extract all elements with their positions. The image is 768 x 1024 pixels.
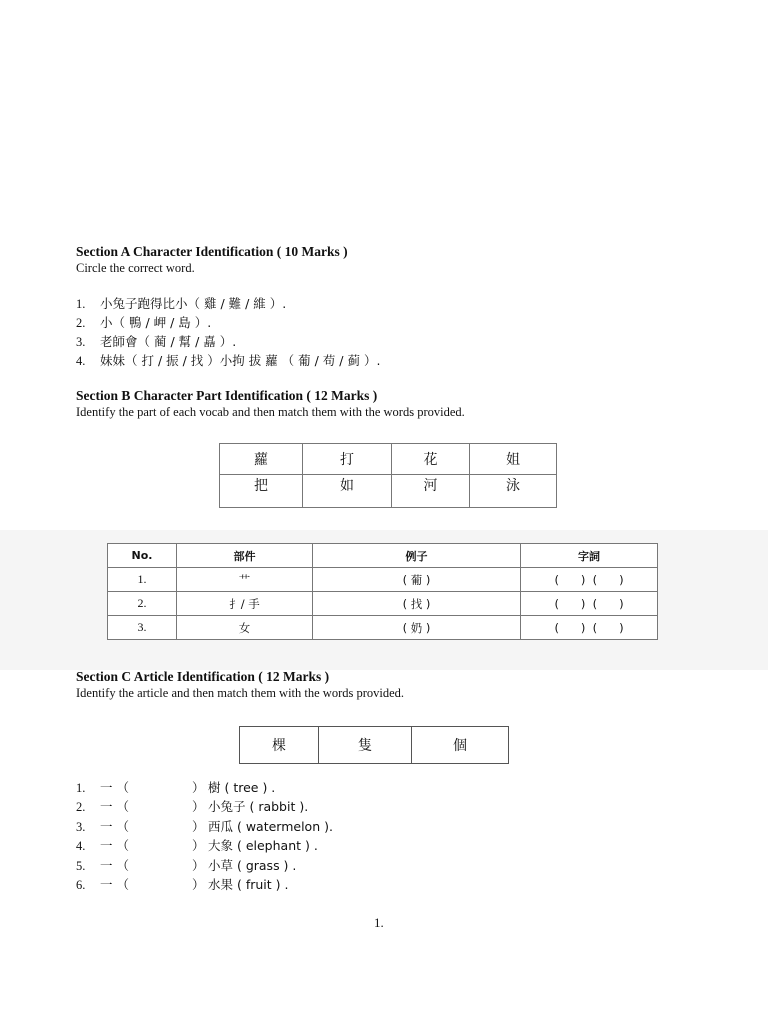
- question-text: 小兔子 ( rabbit ).: [208, 799, 309, 814]
- answer-blank-close: ）: [192, 819, 205, 834]
- example-cell: ( 葡 ): [313, 568, 521, 592]
- question-number: 3.: [76, 820, 86, 834]
- question-text: 西瓜 ( watermelon ).: [208, 819, 333, 834]
- example-cell: ( 奶 ): [313, 616, 521, 640]
- question-number: 6.: [76, 878, 86, 892]
- row-number: 2.: [108, 592, 177, 616]
- character-part-table: [107, 543, 658, 640]
- section-a-question-3: [76, 332, 236, 350]
- answer-blank-close: ）: [192, 877, 205, 892]
- question-number: 4.: [76, 839, 86, 853]
- article-word-table: [239, 726, 509, 764]
- answer-blank-open[interactable]: 一 （: [100, 819, 129, 834]
- section-b-title: Section B Character Part Identification ( 12 Marks ): [76, 388, 378, 403]
- question-text: 老師會（ 蔺 / 幫 / 嚞 ）.: [100, 334, 237, 349]
- word-cell: 如: [303, 475, 392, 508]
- question-number: 2.: [76, 800, 86, 814]
- section-c-title: Section C Article Identification ( 12 Marks ): [76, 669, 330, 684]
- question-text: 水果 ( fruit ) .: [208, 877, 289, 892]
- answer-blank-close: ）: [192, 780, 205, 795]
- answer-blank-close: ）: [192, 799, 205, 814]
- section-c-question-6: [76, 875, 288, 894]
- section-a-question-2: [76, 313, 211, 331]
- column-header: No.: [108, 544, 177, 568]
- part-cell: 扌/ 手: [177, 592, 313, 616]
- section-c-question-5: [76, 856, 296, 875]
- section-c-question-2: [76, 797, 308, 816]
- word-cell: 河: [392, 475, 470, 508]
- word-cell: 泳: [470, 475, 557, 508]
- section-b-instruction: Identify the part of each vocab and then match them with the words provided.: [76, 405, 465, 419]
- answer-blanks[interactable]: ( ) ( ): [521, 616, 658, 640]
- question-text: 小草 ( grass ) .: [208, 858, 297, 873]
- question-number: 1.: [76, 781, 86, 795]
- example-cell: ( 找 ): [313, 592, 521, 616]
- question-number: 1.: [76, 297, 86, 311]
- table-row: [108, 616, 658, 640]
- answer-blanks[interactable]: ( ) ( ): [521, 592, 658, 616]
- word-bank-table: [219, 443, 557, 508]
- part-cell: 女: [177, 616, 313, 640]
- answer-blank-open[interactable]: 一 （: [100, 799, 129, 814]
- question-number: 4.: [76, 354, 86, 368]
- section-c-question-4: [76, 836, 318, 855]
- question-number: 2.: [76, 316, 86, 330]
- question-text: 小（ 鴨 / 岬 / 島 ）.: [100, 315, 212, 330]
- answer-blank-open[interactable]: 一 （: [100, 838, 129, 853]
- answer-blank-close: ）: [192, 838, 205, 853]
- column-header: 字詞: [521, 544, 658, 568]
- section-c-instruction: Identify the article and then match them with the words provided.: [76, 686, 405, 700]
- word-cell: 打: [303, 444, 392, 475]
- question-text: 大象 ( elephant ) .: [208, 838, 318, 853]
- table-header-row: [108, 544, 658, 568]
- column-header: 部件: [177, 544, 313, 568]
- column-header: 例子: [313, 544, 521, 568]
- answer-blank-open[interactable]: 一 （: [100, 877, 129, 892]
- table-row: [108, 592, 658, 616]
- article-word-cell: 個: [412, 727, 509, 764]
- word-cell: 蘿: [220, 444, 303, 475]
- question-text: 小兔子跑得比小（ 雞 / 難 / 維 ）.: [100, 296, 287, 311]
- section-c-question-1: [76, 778, 275, 797]
- answer-blank-open[interactable]: 一 （: [100, 858, 129, 873]
- section-c-question-3: [76, 817, 333, 836]
- part-cell: 艹: [177, 568, 313, 592]
- article-word-cell: 棵: [240, 727, 319, 764]
- page-number: 1.: [374, 915, 384, 930]
- word-cell: 姐: [470, 444, 557, 475]
- question-text: 樹 ( tree ) .: [208, 780, 276, 795]
- answer-blanks[interactable]: ( ) ( ): [521, 568, 658, 592]
- section-a-title: Section A Character Identification ( 10 Marks ): [76, 244, 348, 259]
- article-word-cell: 隻: [319, 727, 412, 764]
- row-number: 1.: [108, 568, 177, 592]
- row-number: 3.: [108, 616, 177, 640]
- word-cell: 把: [220, 475, 303, 508]
- section-a-question-1: [76, 294, 286, 312]
- question-text: 妹妹（ 打 / 振 / 找 ）小拘 拔 蘿 （ 葡 / 苟 / 蓟 ）.: [100, 353, 381, 368]
- question-number: 5.: [76, 859, 86, 873]
- table-row: [108, 568, 658, 592]
- answer-blank-close: ）: [192, 858, 205, 873]
- answer-blank-open[interactable]: 一 （: [100, 780, 129, 795]
- word-cell: 花: [392, 444, 470, 475]
- section-a-instruction: Circle the correct word.: [76, 261, 195, 275]
- question-number: 3.: [76, 335, 86, 349]
- section-a-question-4: [76, 351, 380, 369]
